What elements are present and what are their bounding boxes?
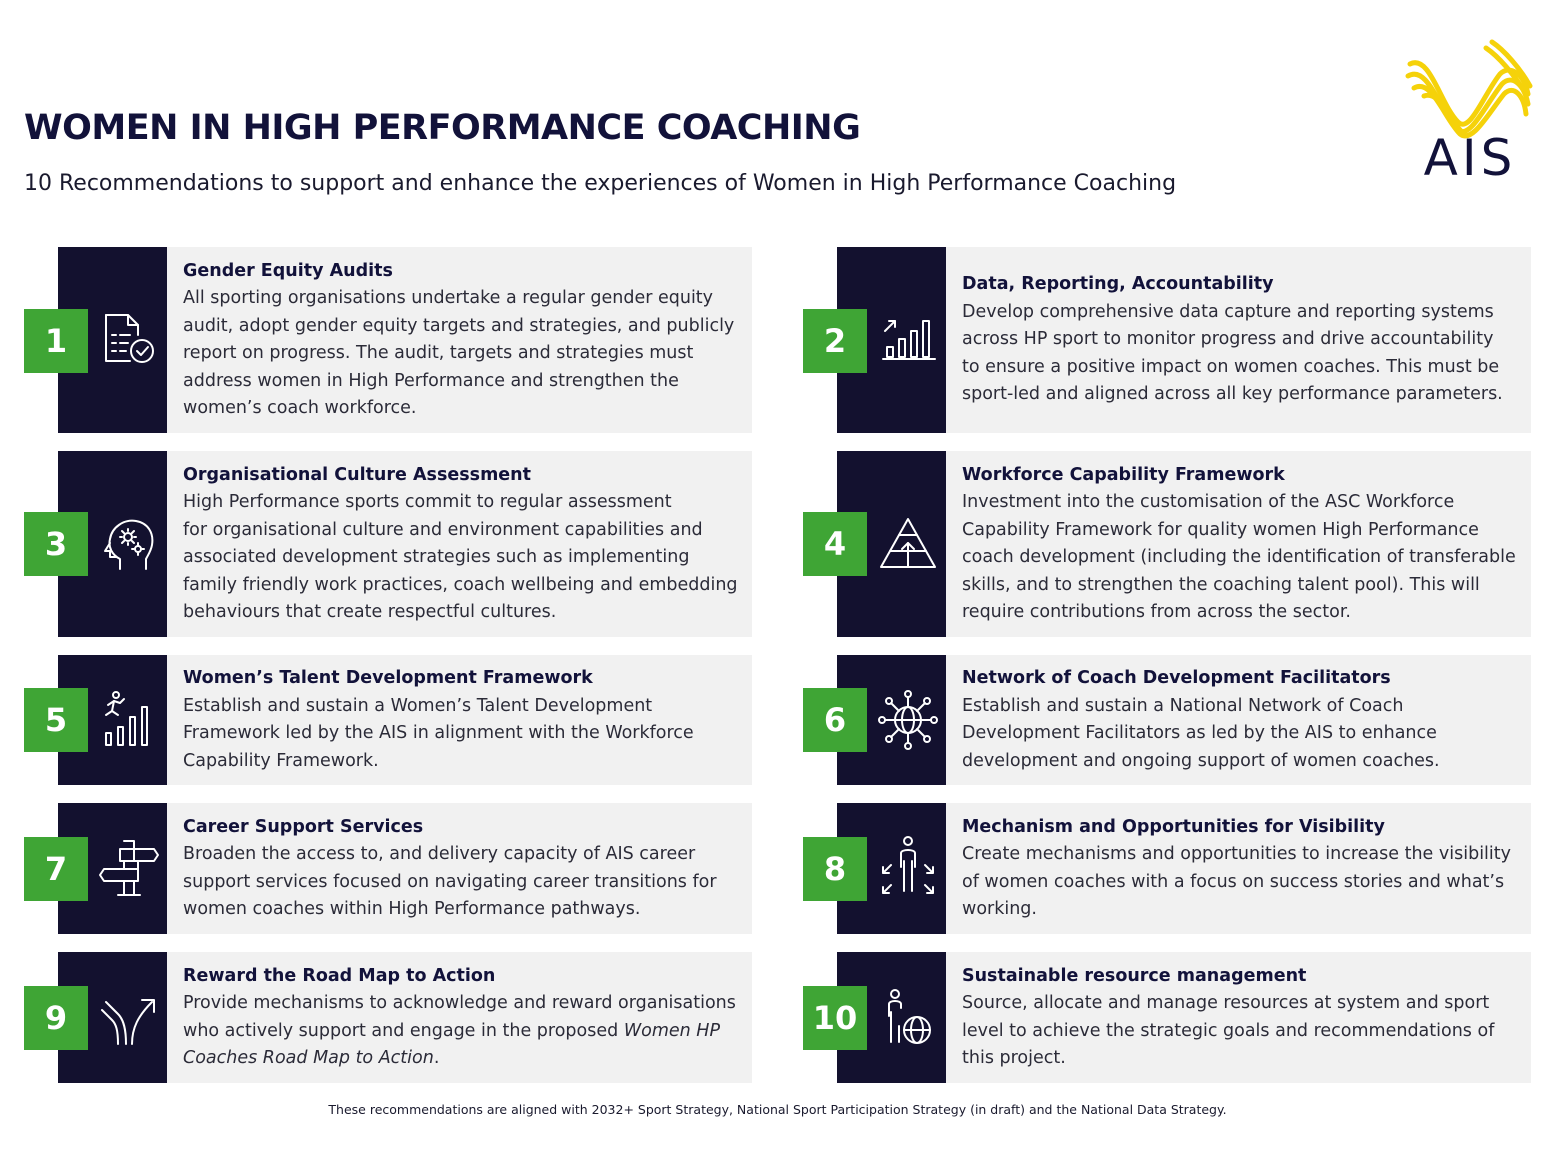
- pyramid-arrow-icon: [877, 513, 939, 575]
- recommendation-body: Broaden the access to, and delivery capacity of AIS career support services focused on navigating career transitions for women coaches within High Performance pathways.: [183, 844, 717, 919]
- recommendation-title: Network of Coach Development Facilitators: [962, 668, 1391, 688]
- recommendation-number: 3: [24, 512, 88, 576]
- recommendation-card-7: [24, 803, 752, 934]
- ais-logo-text: AIS: [1423, 129, 1517, 187]
- audit-checklist-icon: [98, 309, 160, 371]
- page-subtitle: 10 Recommendations to support and enhance the experiences of Women in High Performance Coaching: [24, 171, 1177, 196]
- bar-chart-growth-icon: [877, 309, 939, 371]
- head-gears-icon: [98, 513, 160, 575]
- road-map-title: Women HP Coaches Road Map to Action: [183, 1020, 721, 1068]
- recommendation-body: Establish and sustain a Women’s Talent Development Framework led by the AIS in alignment with the Workforce Capability Framework.: [183, 695, 694, 771]
- recommendation-number: 2: [803, 309, 867, 373]
- recommendation-body: Provide mechanisms to acknowledge and reward organisations who actively support and engage in the proposed Women HP Coaches Road Map to Action.: [183, 993, 736, 1068]
- recommendation-number: 5: [24, 688, 88, 752]
- climbing-person-bars-icon: [98, 689, 160, 751]
- recommendation-body: Establish and sustain a National Network of Coach Development Facilitators as led by the AIS to enhance development and ongoing support of women coaches.: [962, 695, 1440, 771]
- recommendation-body: Source, allocate and manage resources at system and sport level to achieve the strategic goals and recommendations of this project.: [962, 993, 1495, 1068]
- recommendation-number: 8: [803, 837, 867, 901]
- page-title: WOMEN IN HIGH PERFORMANCE COACHING: [24, 108, 861, 148]
- recommendation-title: Career Support Services: [183, 816, 424, 837]
- recommendation-body: Create mechanisms and opportunities to increase the visibility of women coaches with a focus on success stories and what’s working.: [962, 844, 1511, 919]
- recommendation-card-9: [24, 952, 752, 1083]
- recommendation-card-8: [803, 803, 1531, 934]
- recommendation-title: Organisational Culture Assessment: [183, 464, 531, 485]
- recommendation-title: Data, Reporting, Accountability: [962, 274, 1274, 295]
- recommendation-card-5: [24, 655, 752, 785]
- recommendation-body: Investment into the customisation of the ASC Workforce Capability Framework for quality women High Performance coach development (including the identification of transferable skills, and to strengthen the coaching talent pool). This will require contributions from across the sector.: [962, 492, 1516, 622]
- recommendation-body: High Performance sports commit to regular assessment for organisational culture and environment capabilities and associated development strategies such as implementing family friendly work practices, coach wellbeing and embedding behaviours that create respectful cultures.: [183, 492, 738, 622]
- recommendation-body: Develop comprehensive data capture and reporting systems across HP sport to monitor progress and drive accountability to ensure a positive impact on women coaches. This must be sport-led and aligned across all key performance parameters.: [962, 301, 1503, 405]
- person-expand-icon: [877, 835, 939, 897]
- road-arrow-icon: [98, 988, 160, 1050]
- recommendation-number: 4: [803, 512, 867, 576]
- recommendation-title: Mechanism and Opportunities for Visibility: [962, 816, 1385, 837]
- recommendation-number: 1: [24, 309, 88, 373]
- recommendation-title: Gender Equity Audits: [183, 260, 393, 281]
- recommendation-number: 10: [803, 986, 867, 1050]
- footnote: These recommendations are aligned with 2032+ Sport Strategy, National Sport Participation Strategy (in draft) and the National Data Strategy.: [328, 1102, 1227, 1117]
- recommendation-card-6: [803, 655, 1531, 785]
- globe-network-icon: [877, 689, 939, 751]
- recommendation-body: All sporting organisations undertake a regular gender equity audit, adopt gender equity targets and strategies, and publicly report on progress. The audit, targets and strategies must address women in High Performance and strengthen the women’s coach workforce.: [183, 288, 735, 418]
- recommendation-number: 9: [24, 986, 88, 1050]
- recommendation-title: Reward the Road Map to Action: [183, 965, 496, 986]
- recommendation-number: 6: [803, 688, 867, 752]
- recommendation-card-3: [24, 451, 752, 637]
- person-globe-icon: [877, 986, 939, 1048]
- recommendation-title: Workforce Capability Framework: [962, 464, 1285, 485]
- recommendation-card-2: [803, 247, 1531, 433]
- recommendation-title: Sustainable resource management: [962, 965, 1307, 986]
- recommendation-title: Women’s Talent Development Framework: [183, 668, 593, 688]
- signpost-icon: [98, 837, 160, 899]
- recommendation-card-4: [803, 451, 1531, 637]
- recommendation-card-1: [24, 247, 752, 433]
- recommendation-card-10: [803, 952, 1531, 1083]
- recommendation-number: 7: [24, 837, 88, 901]
